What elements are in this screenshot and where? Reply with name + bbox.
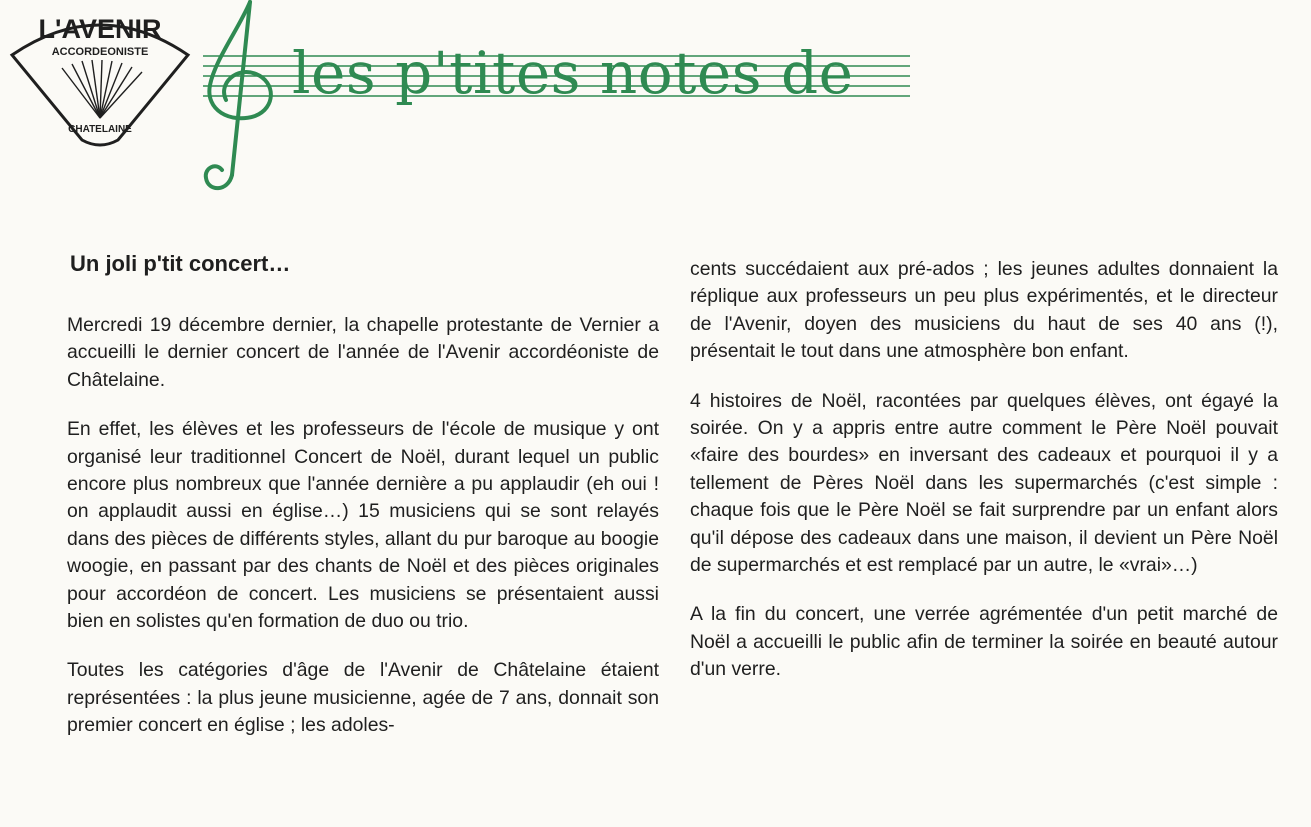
logo-place: CHATELAINE	[68, 124, 132, 135]
logo-subtitle: ACCORDEONISTE	[51, 46, 149, 58]
treble-clef-icon	[206, 2, 271, 188]
paragraph: Mercredi 19 décembre dernier, la chapelle protestante de Vernier a accueilli le dernier concert de l'année de l'Avenir accordéoniste de Châtelaine.	[67, 314, 659, 391]
paragraph: cents succédaient aux pré-ados ; les jeunes adultes donnaient la réplique aux professeurs un peu plus expérimentés, et le directeur de l'Avenir, doyen des musiciens du haut de ses 40 ans (!), présentait le tout dans une atmosphère bon enfant.	[690, 258, 1278, 363]
paragraph: Toutes les catégories d'âge de l'Avenir de Châtelaine étaient représentées : la plus jeune musicienne, agée de 7 ans, donnait son premier concert en église ; les adoles-	[67, 659, 659, 737]
logo-name: L'AVENIR	[38, 14, 162, 44]
masthead-title: les p'tites notes de	[292, 39, 854, 107]
article-heading: Un joli p'tit concert…	[70, 251, 291, 276]
masthead	[0, 0, 1311, 200]
article-right-column	[690, 256, 1278, 706]
paragraph: En effet, les élèves et les professeurs de l'école de musique y ont organisé leur traditionnel Concert de Noël, durant lequel un public encore plus nombreux que l'année dernière a pu applaudir (eh oui ! on applaudit aussi en église…) 15 musiciens qui se sont relayés dans des pièces de différents styles, allant du pur baroque au boogie woogie, en passant par des chants de Noël et des pièces originales pour accordéon de concert. Les musiciens se présentaient aussi bien en solistes qu'en formation de duo ou trio.	[67, 418, 659, 633]
article-left-column	[67, 250, 659, 762]
paragraph: A la fin du concert, une verrée agrémentée d'un petit marché de Noël a accueilli le public afin de terminer la soirée en beauté autour d'un verre.	[690, 603, 1278, 681]
avenir-logo	[0, 0, 200, 150]
paragraph: 4 histoires de Noël, racontées par quelques élèves, ont égayé la soirée. On y a appris entre autre comment le Père Noël pouvait «faire des bourdes» en inversant des cadeaux et pourquoi il y a tellement de Pères Noël dans les supermarchés (c'est simple : chaque fois que le Père Noël se fait surprendre par un enfant alors qu'il dépose des cadeaux dans une maison, il devient un Père Noël de supermarchés et est remplacé par un autre, le «vrai»…)	[690, 389, 1278, 577]
